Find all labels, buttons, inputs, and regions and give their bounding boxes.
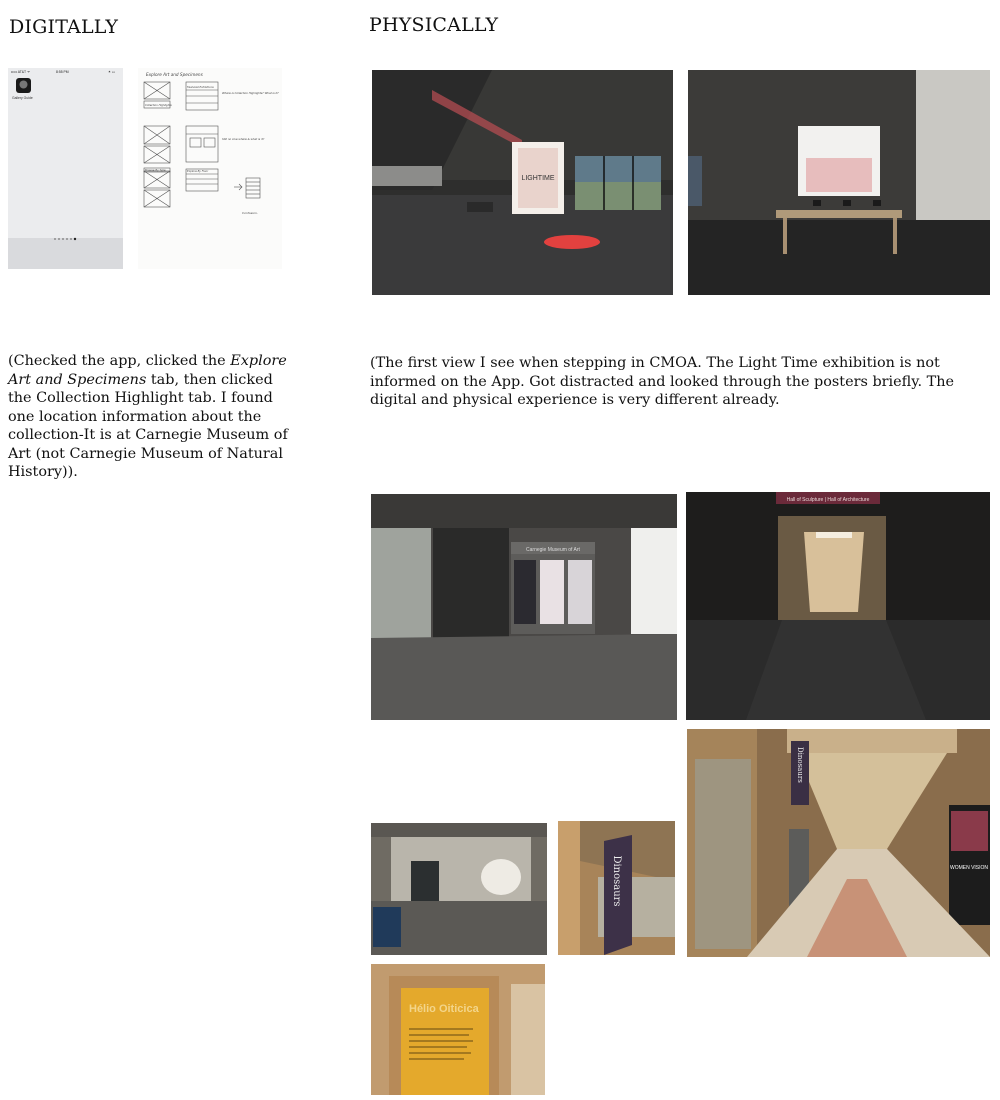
status-time: 8:55 PM xyxy=(56,70,69,74)
cmoa-sign: Carnegie Museum of Art xyxy=(526,547,580,553)
photo-corridor xyxy=(686,492,990,720)
physically-heading: PHYSICALLY xyxy=(369,14,499,36)
women-vision-poster: WOMEN VISION xyxy=(949,865,989,871)
photo-empty-gallery xyxy=(371,823,547,955)
oiticica-title: Hélio Oiticica xyxy=(409,1003,479,1015)
dinosaurs-sign: Dinosaurs xyxy=(611,855,622,907)
photo-oiticica xyxy=(371,964,545,1095)
status-carrier: ••••• AT&T ᯤ xyxy=(11,70,31,74)
sketch-note-2: Still no clue where & what is it? xyxy=(222,137,265,141)
app-screenshot xyxy=(8,68,123,269)
sketch-tab-3: Browse By Type xyxy=(145,169,166,172)
hall-banner: Hall of Sculpture | Hall of Architecture xyxy=(786,497,870,503)
sketch-title: Explore Art and Specimens xyxy=(146,72,203,77)
dinosaurs-hall-sign: Dinosaurs xyxy=(796,747,804,783)
sketch-note-1: Where is Collection Highlights? What is it? xyxy=(222,91,279,95)
photo-entrance-posters xyxy=(371,494,677,720)
physical-note: (The first view I see when stepping in CMOA. The Light Time exhibition is not informed on the App. Got distracted and looked through the posters briefly. The digital and physical experience is very different already. xyxy=(370,355,955,408)
wireframe-sketch xyxy=(138,68,282,269)
photo-lobby-lightime xyxy=(372,70,673,295)
digitally-heading: DIGITALLY xyxy=(9,16,119,38)
sketch-tab-4: Explore By Floor xyxy=(187,170,209,173)
sketch-note-3: Confusion. xyxy=(242,211,258,215)
photo-nh-hallway xyxy=(687,729,990,957)
photo-digital-kiosks xyxy=(688,70,990,295)
digital-note: (Checked the app, clicked the Explore Art and Specimens tab, then clicked the Collection Highlight tab. I found one location information about the collection-It is at Carnegie Museum of Art (not Carnegie Museum of Natural History)). xyxy=(8,353,288,480)
status-battery: ✶ ▭ xyxy=(108,70,115,74)
sketch-tab-1: Collection Highlights xyxy=(145,104,172,107)
sketch-tab-2: Featured Exhibitions xyxy=(187,86,214,89)
app-label: Gallery Guide xyxy=(12,96,33,100)
photo-dinosaurs-sign xyxy=(558,821,675,955)
lightime-sign: LIGHTIME xyxy=(521,175,555,182)
